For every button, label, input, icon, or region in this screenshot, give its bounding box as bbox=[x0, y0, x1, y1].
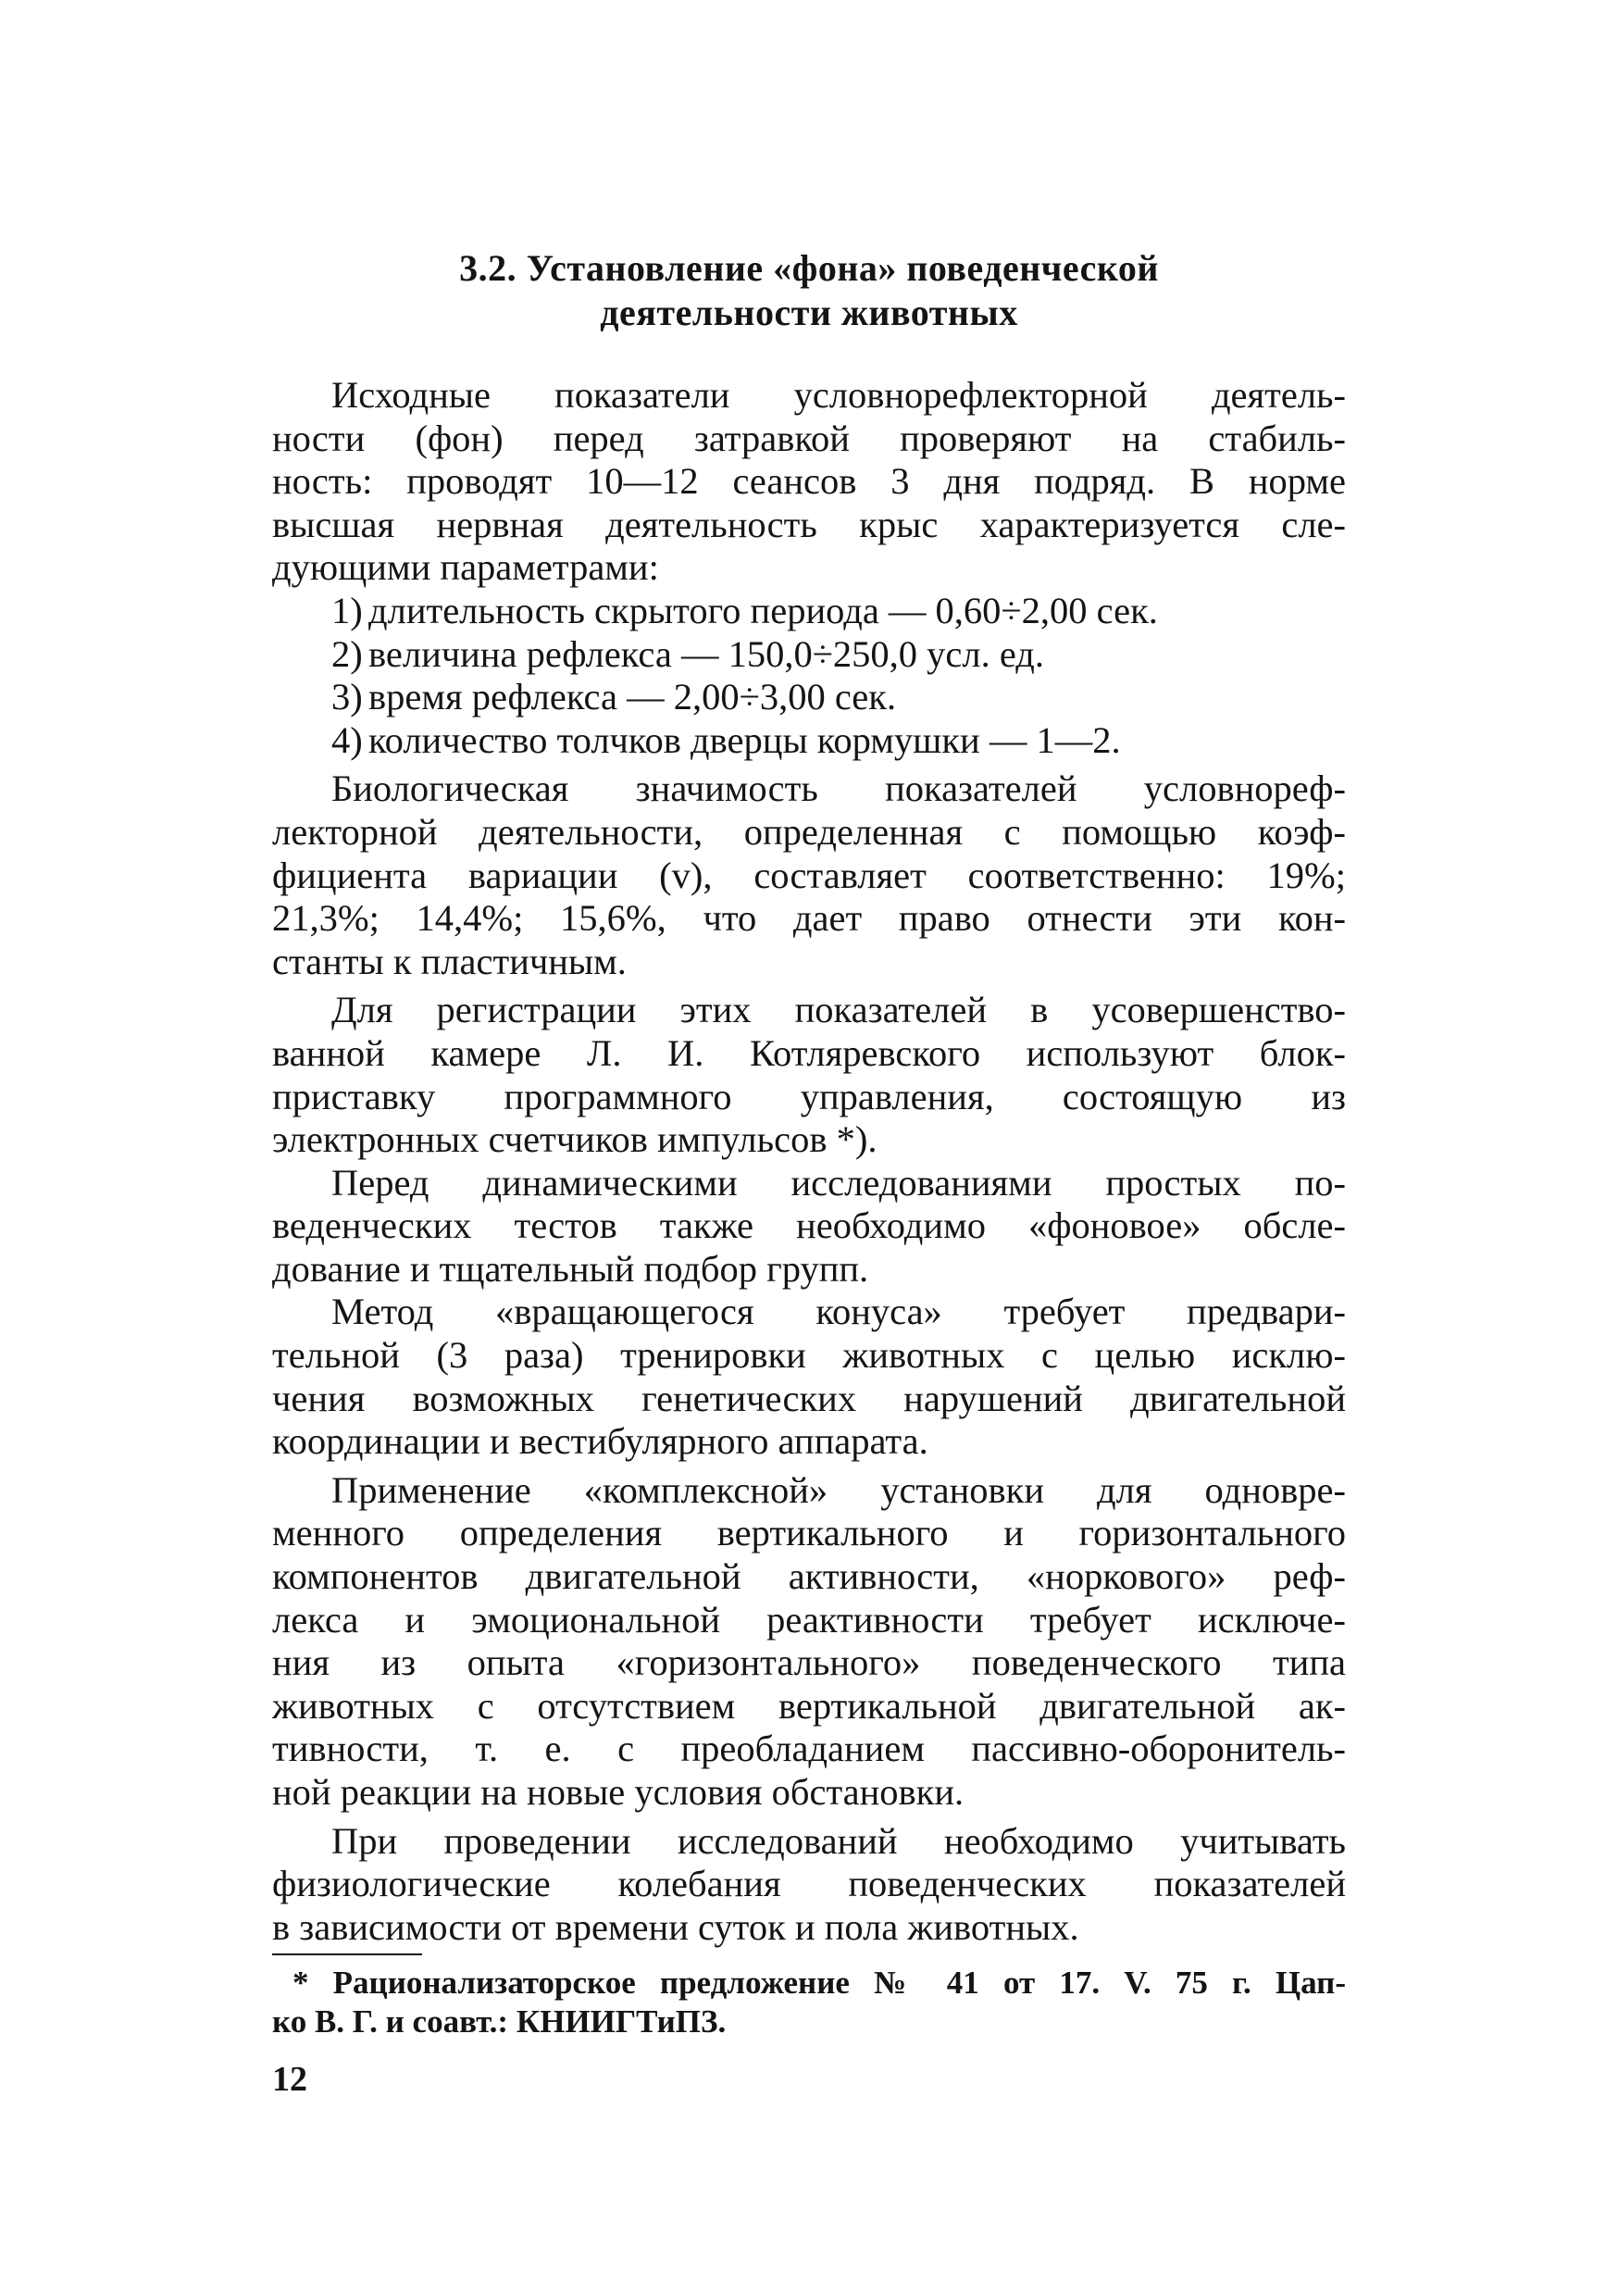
text-line: Перед динамическими исследованиями простых по- bbox=[331, 1161, 1346, 1204]
text-line: тельной (3 раза) тренировки животных с целью исклю- bbox=[272, 1334, 1346, 1377]
text-line: Исходные показатели условнорефлекторной деятель- bbox=[331, 374, 1346, 416]
list-text: количество толчков дверцы кормушки — 1—2. bbox=[368, 718, 1121, 761]
text-line: Метод «вращающегося конуса» требует предвари- bbox=[331, 1291, 1346, 1333]
paragraph bbox=[272, 1291, 1346, 1463]
text-line: станты к пластичным. bbox=[272, 940, 627, 982]
heading-line-2: деятельности животных bbox=[600, 292, 1018, 333]
list-text: время рефлекса — 2,00÷3,00 сек. bbox=[368, 676, 897, 718]
parameter-list bbox=[272, 590, 1346, 762]
footnote-divider bbox=[272, 1953, 422, 1955]
list-text: длительность скрытого периода — 0,60÷2,00 сек. bbox=[368, 589, 1158, 631]
footnote bbox=[272, 1964, 1346, 2041]
list-item bbox=[272, 590, 1346, 633]
section-heading bbox=[272, 246, 1346, 335]
text-line: дование и тщательный подбор групп. bbox=[272, 1247, 869, 1290]
text-line: тивности, т. е. с преобладанием пассивно-оборонитель- bbox=[272, 1728, 1346, 1770]
text-line: ности (фон) перед затравкой проверяют на стабиль- bbox=[272, 417, 1346, 459]
text-line: приставку программного управления, состоящую из bbox=[272, 1075, 1346, 1117]
text-line: Для регистрации этих показателей в усовершенство- bbox=[331, 989, 1346, 1031]
paragraph bbox=[272, 1469, 1346, 1815]
list-number: 2) bbox=[331, 632, 363, 675]
page-number: 12 bbox=[272, 2060, 307, 2099]
footnote-line: * Рационализаторское предложение № 41 от 17. V. 75 г. Цап- bbox=[292, 1965, 1346, 2001]
list-number: 1) bbox=[331, 589, 363, 631]
paragraph bbox=[272, 374, 1346, 590]
text-line: дующими параметрами: bbox=[272, 546, 659, 589]
paragraph bbox=[272, 989, 1346, 1161]
footnote-line: ко В. Г. и соавт.: КНИИГТиПЗ. bbox=[272, 2003, 727, 2040]
heading-line-1: 3.2. Установление «фона» поведенческой bbox=[459, 247, 1159, 289]
body-text bbox=[272, 374, 1346, 1949]
text-line: ванной камере Л. И. Котляревского используют блок- bbox=[272, 1031, 1346, 1074]
list-number: 4) bbox=[331, 718, 363, 761]
list-item bbox=[272, 719, 1346, 763]
text-line: лекторной деятельности, определенная с помощью коэф- bbox=[272, 810, 1346, 853]
list-item bbox=[272, 633, 1346, 677]
text-line: электронных счетчиков импульсов *). bbox=[272, 1118, 877, 1161]
text-line: Биологическая значимость показателей условнореф- bbox=[331, 767, 1346, 810]
paragraph bbox=[272, 767, 1346, 983]
list-number: 3) bbox=[331, 676, 363, 718]
text-line: Применение «комплексной» установки для одновре- bbox=[331, 1468, 1346, 1511]
text-line: физиологические колебания поведенческих показателей bbox=[272, 1863, 1346, 1905]
text-line: чения возможных генетических нарушений двигательной bbox=[272, 1377, 1346, 1419]
text-line: координации и вестибулярного аппарата. bbox=[272, 1420, 928, 1463]
text-line: ния из опыта «горизонтального» поведенческого типа bbox=[272, 1641, 1346, 1684]
text-line: ность: проводят 10—12 сеансов 3 дня подряд. В норме bbox=[272, 460, 1346, 503]
text-line: животных с отсутствием вертикальной двигательной ак- bbox=[272, 1684, 1346, 1727]
text-line: компонентов двигательной активности, «норкового» реф- bbox=[272, 1555, 1346, 1598]
paragraph bbox=[272, 1820, 1346, 1950]
list-item bbox=[272, 676, 1346, 719]
paragraph bbox=[272, 1162, 1346, 1292]
text-line: лекса и эмоциональной реактивности требует исключе- bbox=[272, 1598, 1346, 1641]
text-line: При проведении исследований необходимо учитывать bbox=[331, 1819, 1346, 1862]
text-line: фициента вариации (v), составляет соответственно: 19%; bbox=[272, 854, 1346, 896]
text-line: веденческих тестов также необходимо «фоновое» обсле- bbox=[272, 1204, 1346, 1247]
text-line: в зависимости от времени суток и пола животных. bbox=[272, 1905, 1079, 1948]
text-line: 21,3%; 14,4%; 15,6%, что дает право отнести эти кон- bbox=[272, 897, 1346, 940]
text-line: менного определения вертикального и горизонтального bbox=[272, 1512, 1346, 1554]
text-line: высшая нервная деятельность крыс характеризуется сле- bbox=[272, 503, 1346, 545]
list-text: величина рефлекса — 150,0÷250,0 усл. ед. bbox=[368, 632, 1045, 675]
text-line: ной реакции на новые условия обстановки. bbox=[272, 1771, 965, 1813]
